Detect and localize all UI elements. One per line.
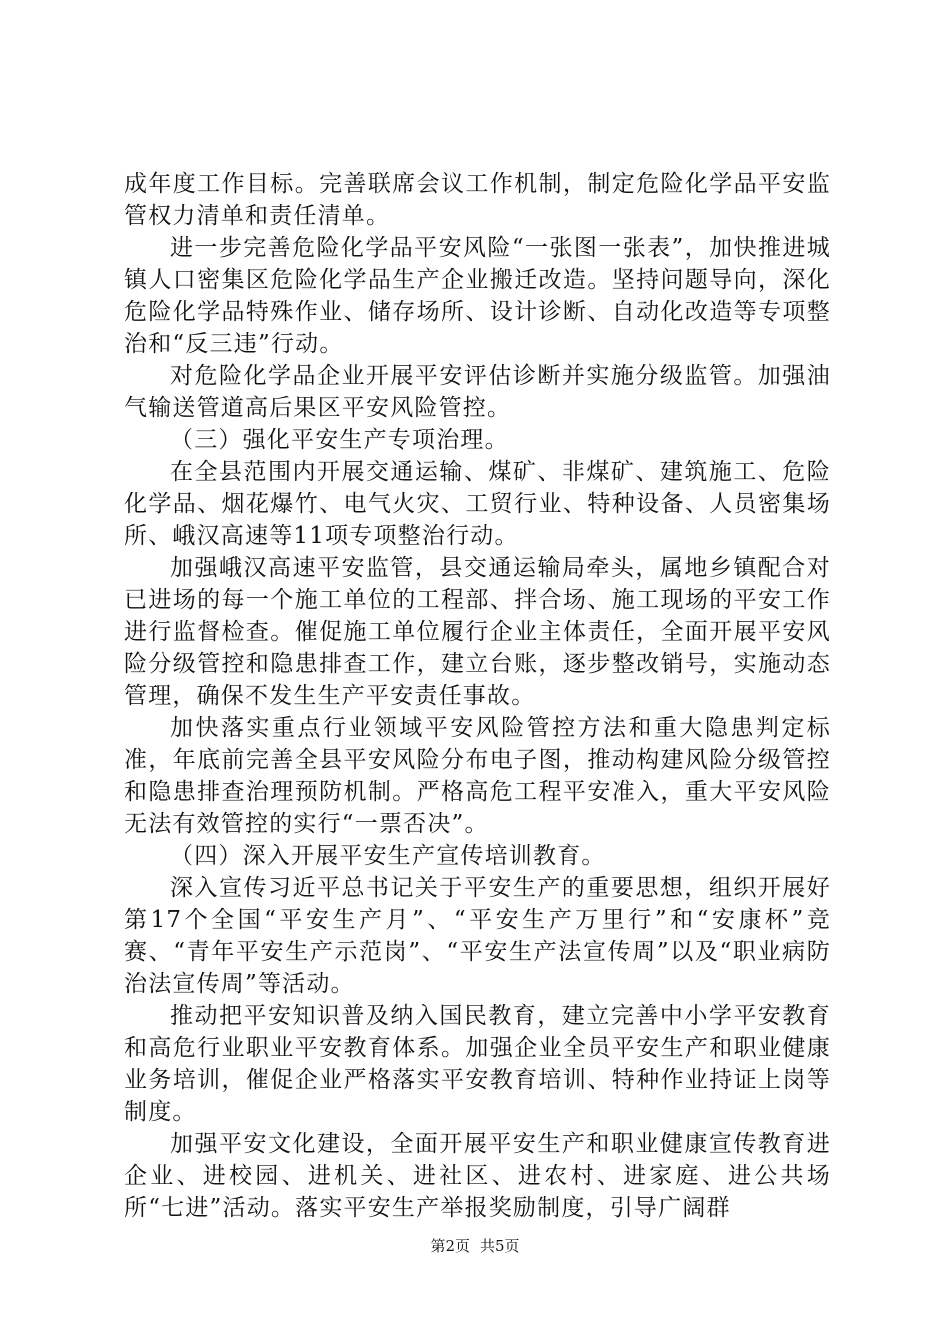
page-footer xyxy=(0,1236,950,1256)
paragraph-9: 深入宣传习近平总书记关于平安生产的重要思想，组织开展好第17个全国“平安生产月”、“平安生产万里行”和“安康杯”竞赛、“青年平安生产示范岗”、“平安生产法宣传周”以及“职业病防治法宣传周”等活动。 xyxy=(124,875,831,997)
paragraph-2: 进一步完善危险化学品平安风险“一张图一张表”，加快推进城镇人口密集区危险化学品生产企业搬迁改造。坚持问题导向，深化危险化学品特殊作业、储存场所、设计诊断、自动化改造等专项整治和“反三违”行动。 xyxy=(124,235,831,357)
page-total: 共5页 xyxy=(480,1237,520,1255)
paragraph-1: 成年度工作目标。完善联席会议工作机制，制定危险化学品平安监管权力清单和责任清单。 xyxy=(124,171,831,229)
paragraph-5: 在全县范围内开展交通运输、煤矿、非煤矿、建筑施工、危险化学品、烟花爆竹、电气火灾、工贸行业、特种设备、人员密集场所、峨汉高速等11项专项整治行动。 xyxy=(124,459,831,549)
document-body xyxy=(124,168,831,1224)
paragraph-3: 对危险化学品企业开展平安评估诊断并实施分级监管。加强油气输送管道高后果区平安风险管控。 xyxy=(124,363,831,421)
paragraph-6: 加强峨汉高速平安监管，县交通运输局牵头，属地乡镇配合对已进场的每一个施工单位的工程部、拌合场、施工现场的平安工作进行监督检查。催促施工单位履行企业主体责任，全面开展平安风险分级管控和隐患排查工作，建立台账，逐步整改销号，实施动态管理，确保不发生生产平安责任事故。 xyxy=(124,555,831,709)
page-number: 第2页 xyxy=(430,1237,470,1255)
paragraph-7: 加快落实重点行业领域平安风险管控方法和重大隐患判定标准，年底前完善全县平安风险分布电子图，推动构建风险分级管控和隐患排查治理预防机制。严格高危工程平安准入，重大平安风险无法有效管控的实行“一票否决”。 xyxy=(124,715,831,837)
section-heading-3: （三）强化平安生产专项治理。 xyxy=(170,427,509,453)
paragraph-11: 加强平安文化建设，全面开展平安生产和职业健康宣传教育进企业、进校园、进机关、进社区、进农村、进家庭、进公共场所“七进”活动。落实平安生产举报奖励制度，引导广阔群 xyxy=(124,1131,831,1221)
paragraph-10: 推动把平安知识普及纳入国民教育，建立完善中小学平安教育和高危行业职业平安教育体系。加强企业全员平安生产和职业健康业务培训，催促企业严格落实平安教育培训、特种作业持证上岗等制度。 xyxy=(124,1003,831,1125)
section-heading-4: （四）深入开展平安生产宣传培训教育。 xyxy=(170,843,606,869)
